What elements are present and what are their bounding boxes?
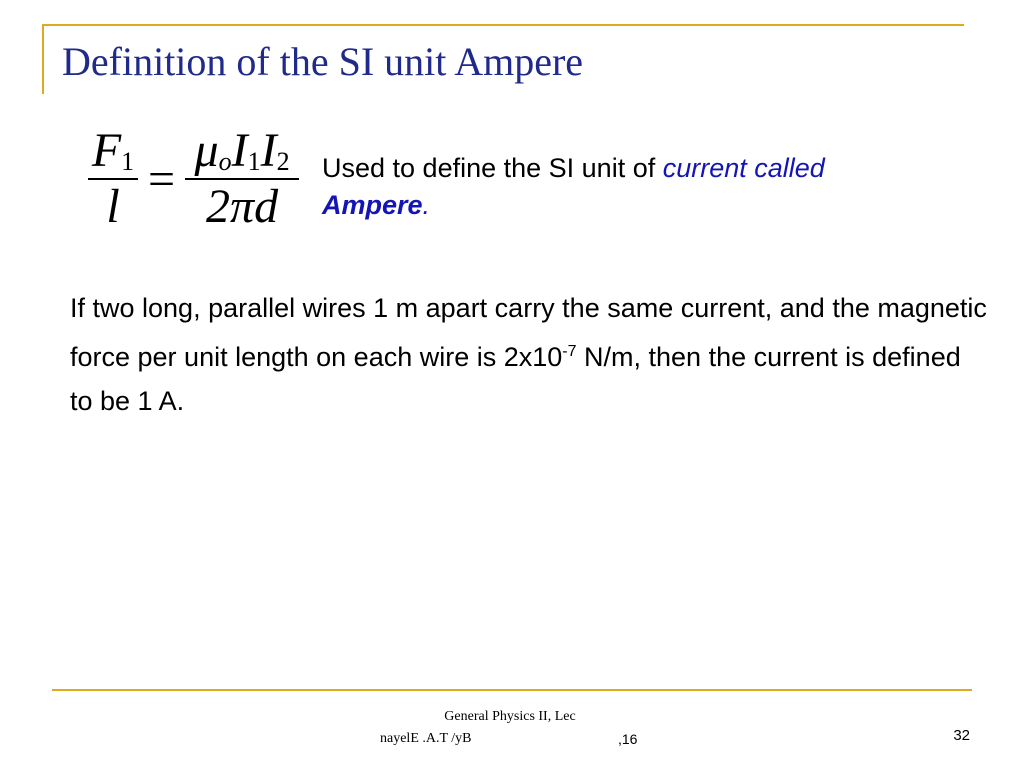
formula-force-symbol: F — [91, 123, 122, 177]
formula-length-symbol: l — [106, 180, 120, 233]
left-accent-line — [42, 24, 44, 94]
footer-line-two — [380, 728, 640, 750]
ampere-definition-paragraph — [70, 286, 990, 423]
top-accent-line — [42, 24, 964, 26]
formula-current1-subscript: 1 — [247, 146, 261, 176]
paragraph-exponent: -7 — [562, 343, 577, 360]
formula-rhs-fraction — [185, 123, 299, 233]
definition-note — [322, 150, 982, 224]
formula-mu-subscript: o — [218, 146, 232, 176]
paragraph-part1: If two long, parallel wires 1 m apart carry the same current, and the magnetic force per unit length on each wire is 2x10 — [70, 293, 987, 372]
formula-current2-symbol: I — [260, 123, 277, 177]
definition-note-suffix: . — [422, 190, 431, 220]
slide-page-number: 32 — [953, 727, 970, 744]
formula-rhs-denominator: 2πd — [206, 180, 279, 233]
slide-footer — [380, 706, 640, 750]
paragraph-part2: N/m, then the current is defined to be 1 A. — [70, 342, 961, 416]
definition-note-highlight: current called — [662, 153, 825, 183]
formula-lhs-fraction — [88, 123, 138, 233]
footer-author: nayelE .A.T /yB — [380, 731, 472, 746]
formula-force-subscript: 1 — [121, 146, 135, 176]
slide-title: Definition of the SI unit Ampere — [62, 39, 584, 84]
formula-current1-symbol: I — [231, 123, 248, 177]
footer-date-fragment: ,16 — [618, 731, 638, 747]
formula-rhs-numerator — [194, 123, 290, 177]
formula-lhs-numerator — [91, 123, 135, 177]
formula-current2-subscript: 2 — [276, 146, 290, 176]
definition-note-prefix: Used to define the SI unit of — [322, 153, 663, 183]
formula-mu-symbol: μ — [194, 123, 219, 177]
footer-course-title: General Physics II, Lec — [444, 709, 576, 724]
bottom-accent-line — [52, 689, 972, 691]
definition-note-term: Ampere — [322, 190, 423, 220]
formula-equals-sign: = — [148, 152, 176, 206]
ampere-force-formula — [88, 124, 299, 234]
